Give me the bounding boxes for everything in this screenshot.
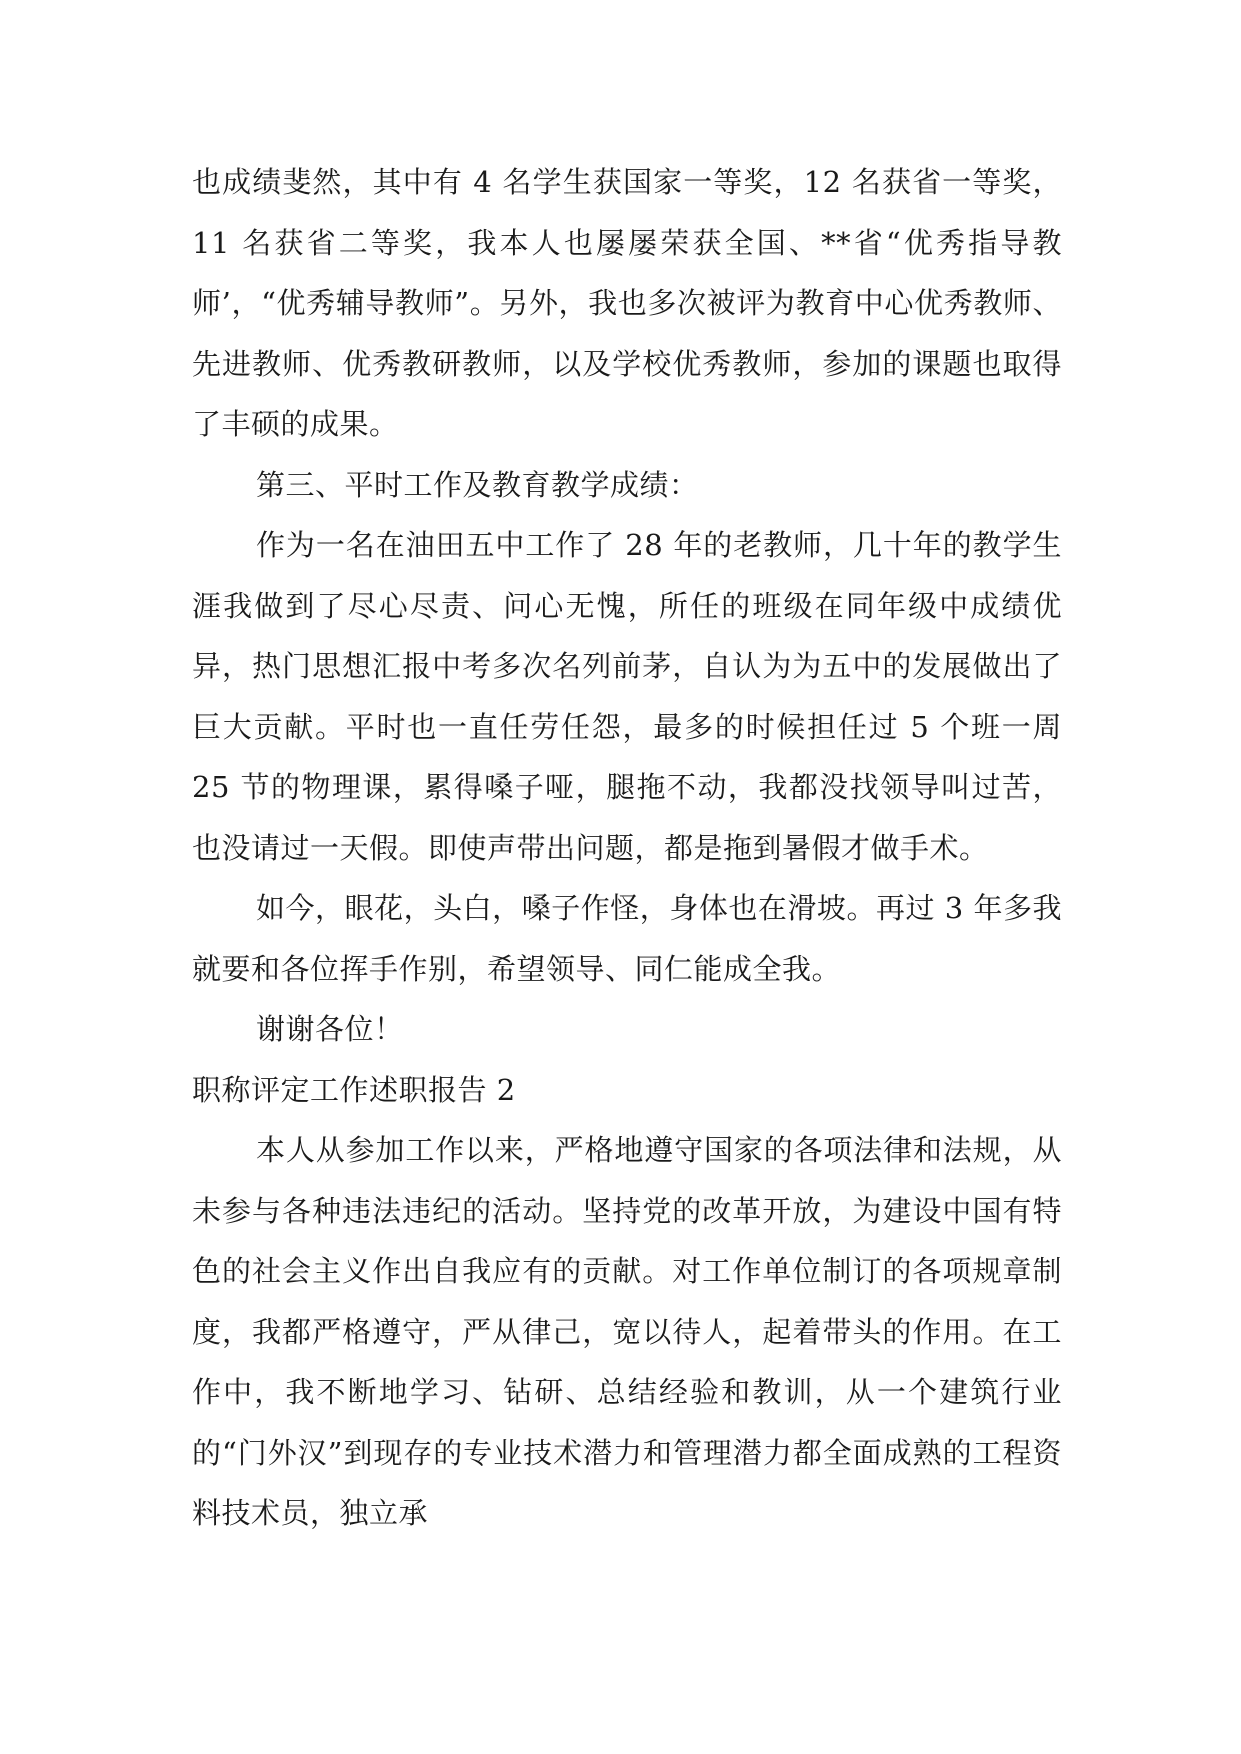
document-body: [192, 152, 1062, 1544]
paragraph-teaching-career: 作为一名在油田五中工作了 28 年的老教师，几十年的教学生涯我做到了尽心尽责、问心无愧，所任的班级在同年级中成绩优异，热门思想汇报中考多次名列前茅，自认为为五中的发展做出了巨大贡献。平时也一直任劳任怨，最多的时候担任过 5 个班一周 25 节的物理课，累得嗓子哑，腿拖不动，我都没找领导叫过苦，也没请过一天假。即使声带出问题，都是拖到暑假才做手术。: [192, 528, 1062, 865]
report-title-2: 职称评定工作述职报告 2: [192, 1072, 516, 1107]
paragraph-thanks: 谢谢各位！: [256, 1012, 404, 1046]
section-heading-three: 第三、平时工作及教育教学成绩：: [256, 467, 699, 502]
paragraph-continued: 也成绩斐然，其中有 4 名学生获国家一等奖，12 名获省一等奖，11 名获省二等奖，我本人也屡屡荣获全国、**省“优秀指导教师’，“优秀辅导教师”。另外，我也多次被评为教育中心优秀教师、先进教师、优秀教研教师，以及学校优秀教师，参加的课题也取得了丰硕的成果。: [192, 165, 1062, 441]
paragraph-report-2-body: 本人从参加工作以来，严格地遵守国家的各项法律和法规，从未参与各种违法违纪的活动。坚持党的改革开放，为建设中国有特色的社会主义作出自我应有的贡献。对工作单位制订的各项规章制度，我都严格遵守，严从律己，宽以待人，起着带头的作用。在工作中，我不断地学习、钻研、总结经验和教训，从一个建筑行业的“门外汉”到现存的专业技术潜力和管理潜力都全面成熟的工程资料技术员，独立承: [192, 1133, 1062, 1530]
paragraph-closing-remarks: 如今，眼花，头白，嗓子作怪，身体也在滑坡。再过 3 年多我就要和各位挥手作别，希望领导、同仁能成全我。: [192, 891, 1062, 986]
